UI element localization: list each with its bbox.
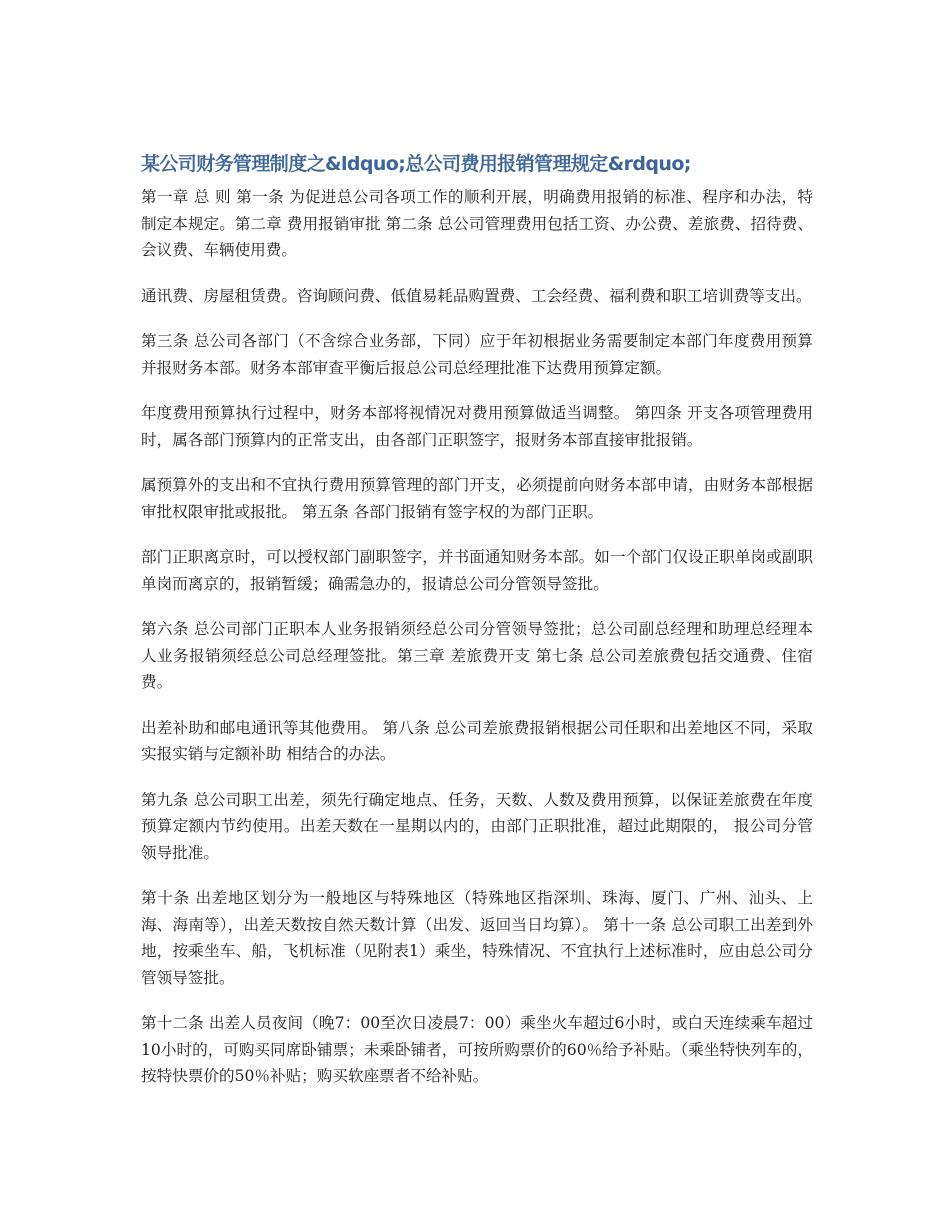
paragraph-6: 部门正职离京时，可以授权部门副职签字，并书面通知财务本部。如一个部门仅设正职单岗或副职单岗而离京的，报销暂缓；确需急办的，报请总公司分管领导签批。 (141, 548, 813, 593)
paragraph-4: 年度费用预算执行过程中，财务本部将视情况对费用预算做适当调整。 第四条 开支各项管理费用时，属各部门预算内的正常支出，由各部门正职签字，报财务本部直接审批报销。 (141, 404, 813, 449)
paragraph-2: 通讯费、房屋租赁费。咨询顾问费、低值易耗品购置费、工会经费、福利费和职工培训费等支出。 (141, 286, 812, 305)
document-body (141, 150, 813, 1109)
paragraph-8: 出差补助和邮电通讯等其他费用。 第八条 总公司差旅费报销根据公司任职和出差地区不同，采取实报实销与定额补助 相结合的办法。 (141, 718, 813, 763)
paragraph-10: 第十条 出差地区划分为一般地区与特殊地区（特殊地区指深圳、珠海、厦门、广州、汕头、上海、海南等），出差天数按自然天数计算（出发、返回当日均算）。 第十一条 总公司职工出差到外地，按乘坐车、船，飞机标准（见附表1）乘坐，特殊情况、不宜执行上述标准时，应由总公司分管领导签批。 (141, 889, 813, 987)
paragraph-9: 第九条 总公司职工出差，须先行确定地点、任务，天数、人数及费用预算，以保证差旅费在年度预算定额内节约使用。出差天数在一星期以内的，由部门正职批准，超过此期限的， 报公司分管领导批准。 (141, 790, 813, 862)
paragraph-5: 属预算外的支出和不宜执行费用预算管理的部门开支，必须提前向财务本部申请，由财务本部根据审批权限审批或报批。 第五条 各部门报销有签字权的为部门正职。 (141, 476, 813, 521)
paragraph-7: 第六条 总公司部门正职本人业务报销须经总公司分管领导签批；总公司副总经理和助理总经理本人业务报销须经总公司总经理签批。第三章 差旅费开支 第七条 总公司差旅费包括交通费、住宿费。 (141, 620, 813, 691)
paragraph-1: 第一章 总 则 第一条 为促进总公司各项工作的顺利开展，明确费用报销的标准、程序和办法，特制定本规定。第二章 费用报销审批 第二条 总公司管理费用包括工资、办公费、差旅费、招待费、会议费、车辆使用费。 (141, 188, 813, 259)
paragraph-3: 第三条 总公司各部门（不含综合业务部，下同）应于年初根据业务需要制定本部门年度费用预算并报财务本部。财务本部审查平衡后报总公司总经理批准下达费用预算定额。 (141, 332, 813, 377)
paragraph-11: 第十二条 出差人员夜间（晚7：00至次日凌晨7：00）乘坐火车超过6小时，或白天连续乘车超过10小时的，可购买同席卧铺票；未乘卧铺者，可按所购票价的60％给予补贴。（乘坐特快列车的，按特快票价的50％补贴；购买软座票者不给补贴。 (141, 1014, 813, 1085)
document-title: 某公司财务管理制度之&ldquo;总公司费用报销管理规定&rdquo; (141, 153, 691, 175)
